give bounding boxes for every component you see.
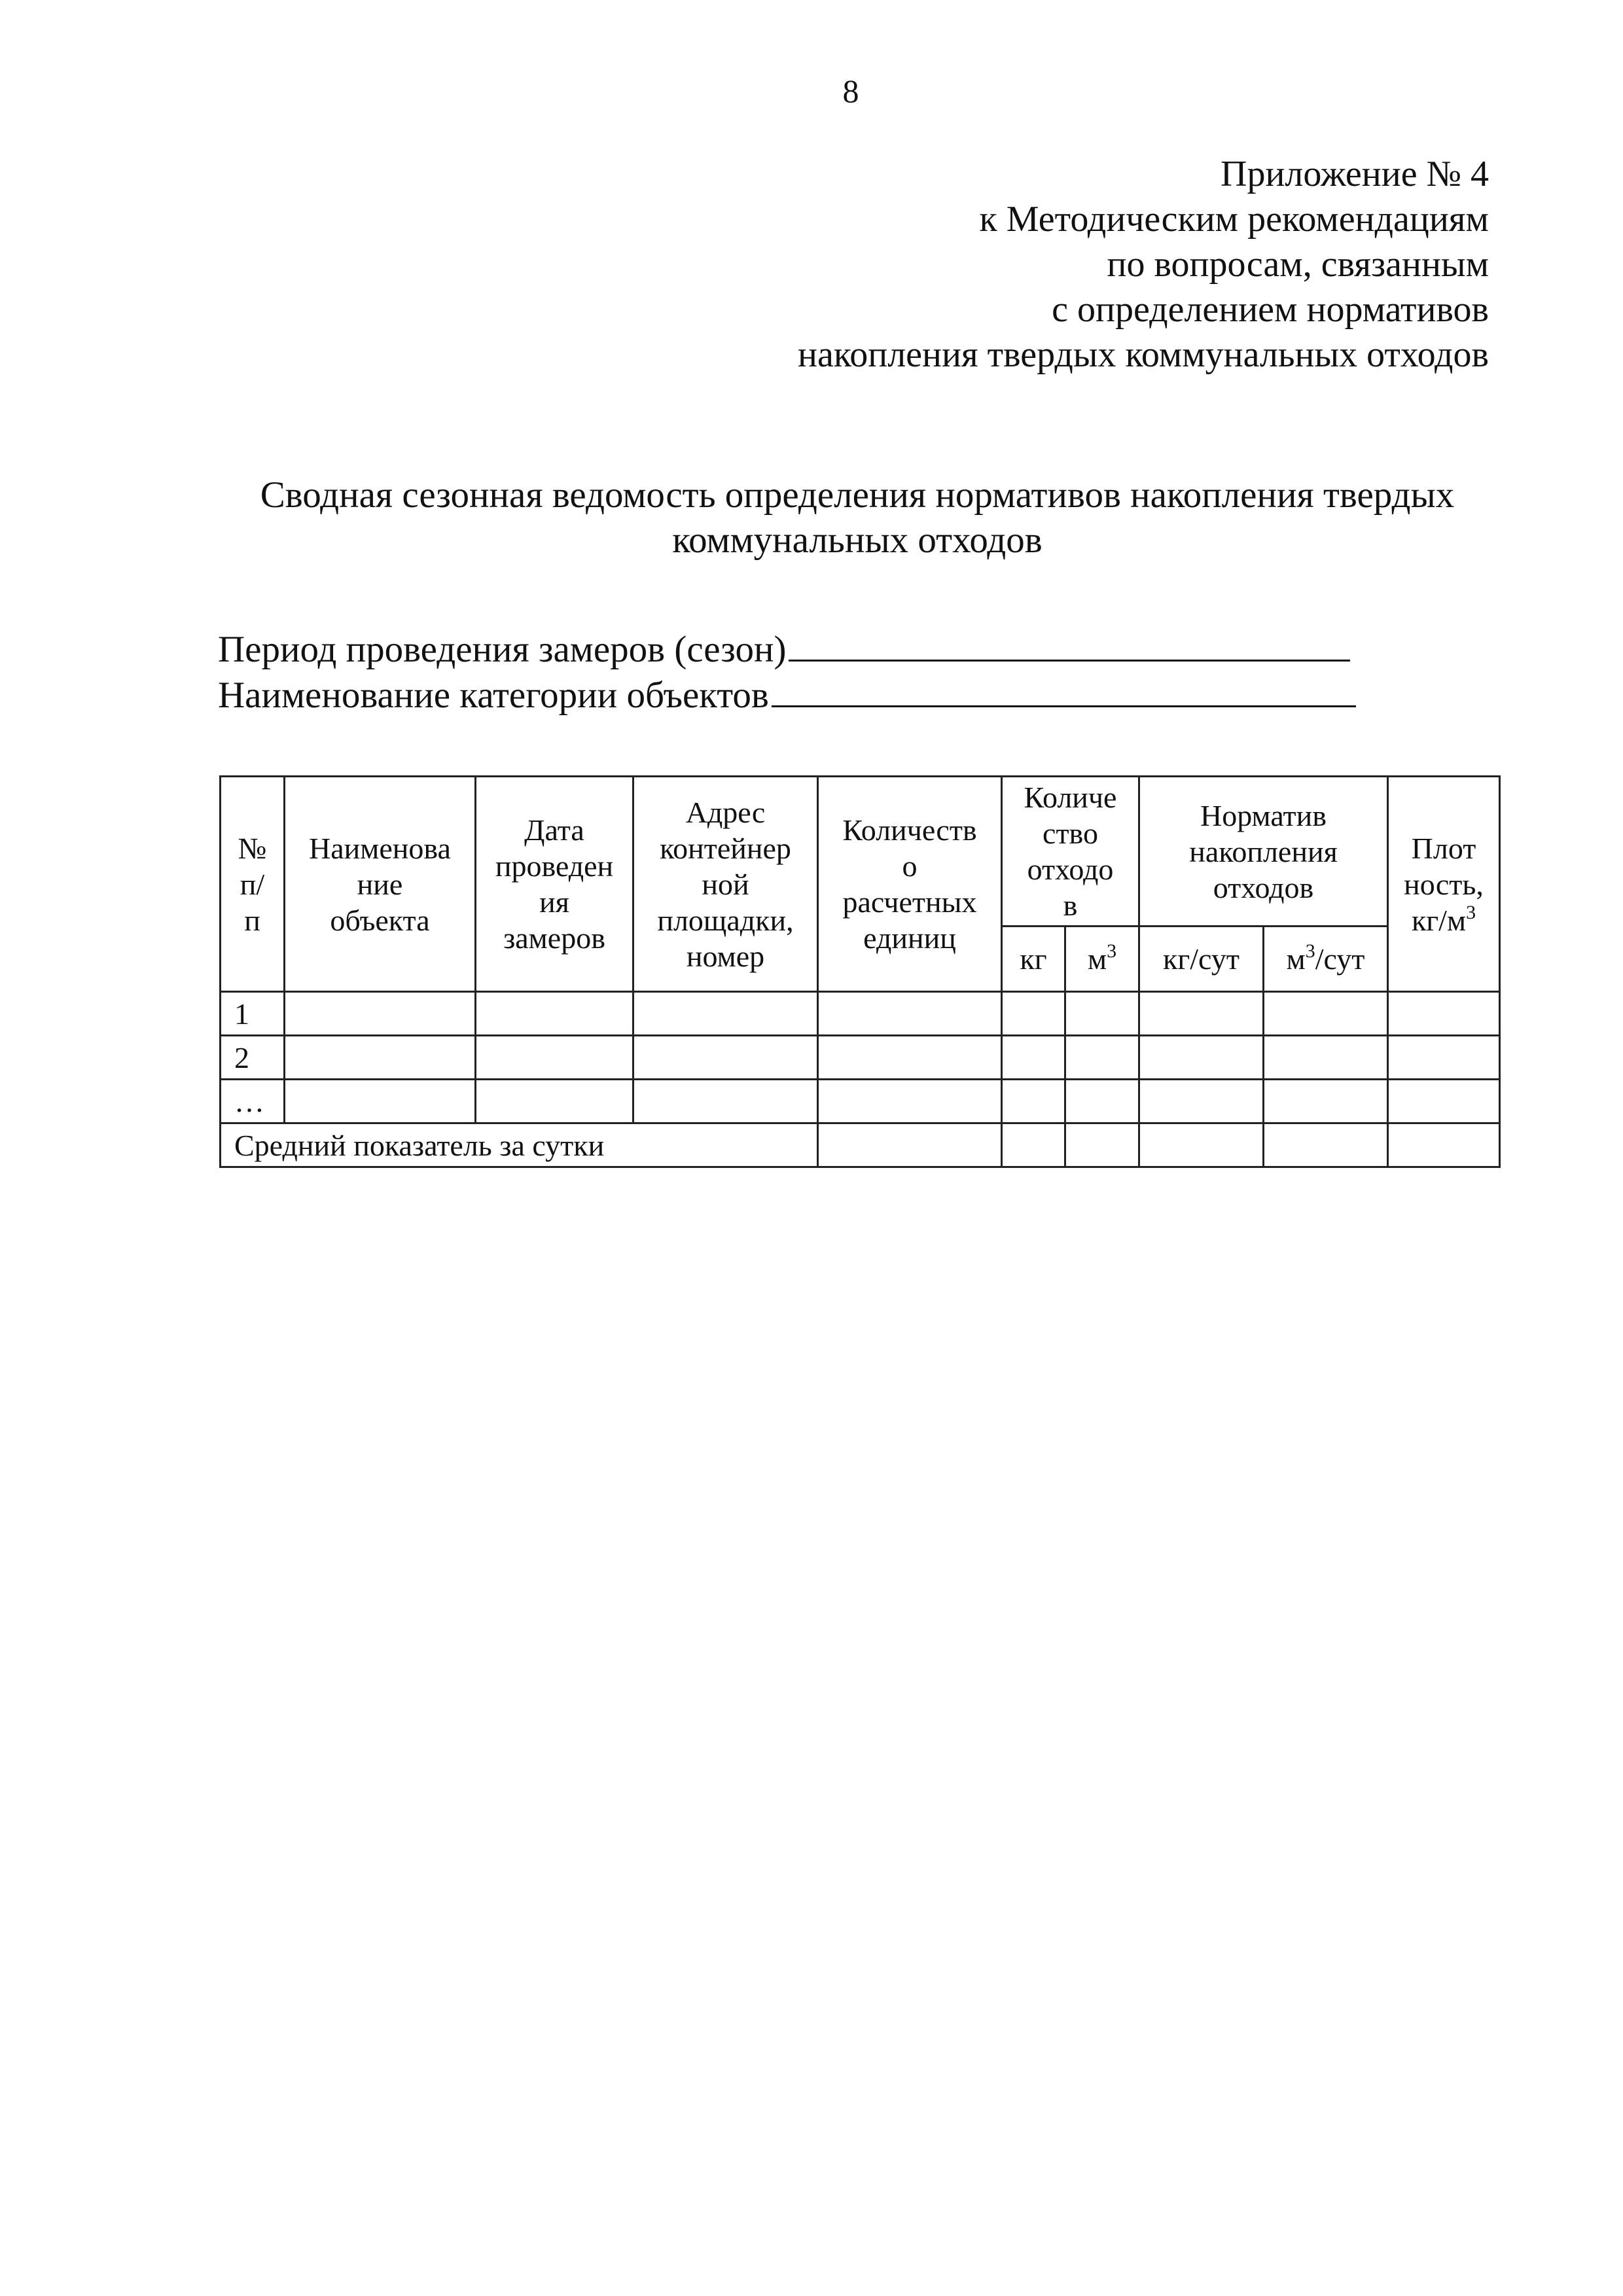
row-number: … [221, 1080, 285, 1123]
header-kg: кг [1002, 927, 1065, 992]
category-label: Наименование категории объектов [218, 675, 769, 716]
summary-row [221, 1123, 1500, 1167]
header-density: Плот ность, $кг/м^3$ [1388, 777, 1500, 992]
page-number: 8 [842, 73, 859, 109]
header-date: Дата проведен ия замеров [476, 777, 633, 992]
header-object-name: Наименова ние объекта [285, 777, 476, 992]
row-number: 2 [221, 1036, 285, 1080]
header-kg-per-day: кг/сут [1139, 927, 1264, 992]
season-blank[interactable] [789, 627, 1350, 662]
header-norm: Норматив накопления отходов [1139, 777, 1388, 927]
document-title [196, 472, 1518, 563]
header-address: Адрес контейнер ной площадки, номер [633, 777, 818, 992]
appendix-line: с определением нормативов [1052, 289, 1489, 330]
header-m3-per-day: $м^3$/сут [1264, 927, 1388, 992]
header-m3: $м^3$ [1065, 927, 1139, 992]
row-number: 1 [221, 992, 285, 1036]
table-row [221, 1080, 1500, 1123]
header-waste-amount: Количе ство отходо в [1002, 777, 1139, 927]
appendix-line: Приложение № 4 [1221, 154, 1489, 194]
summary-label: Средний показатель за сутки [221, 1123, 818, 1167]
measurement-table [219, 775, 1501, 1168]
season-label: Период проведения замеров (сезон) [218, 629, 787, 670]
table-header-row [221, 777, 1500, 927]
appendix-line: по вопросам, связанным [1107, 244, 1489, 285]
title-line: Сводная сезонная ведомость определения нормативов накопления твердых [260, 474, 1455, 516]
season-field [218, 627, 1356, 673]
appendix-line: накопления твердых коммунальных отходов [798, 334, 1489, 375]
appendix-reference [798, 152, 1489, 378]
form-fields [218, 627, 1356, 718]
category-field [218, 673, 1356, 718]
category-blank[interactable] [772, 673, 1356, 707]
title-line: коммунальных отходов [672, 520, 1043, 561]
appendix-line: к Методическим рекомендациям [979, 199, 1489, 239]
header-num: № п/ п [221, 777, 285, 992]
table-row [221, 1036, 1500, 1080]
header-units-count: Количеств о расчетных единиц [818, 777, 1002, 992]
table-row [221, 992, 1500, 1036]
